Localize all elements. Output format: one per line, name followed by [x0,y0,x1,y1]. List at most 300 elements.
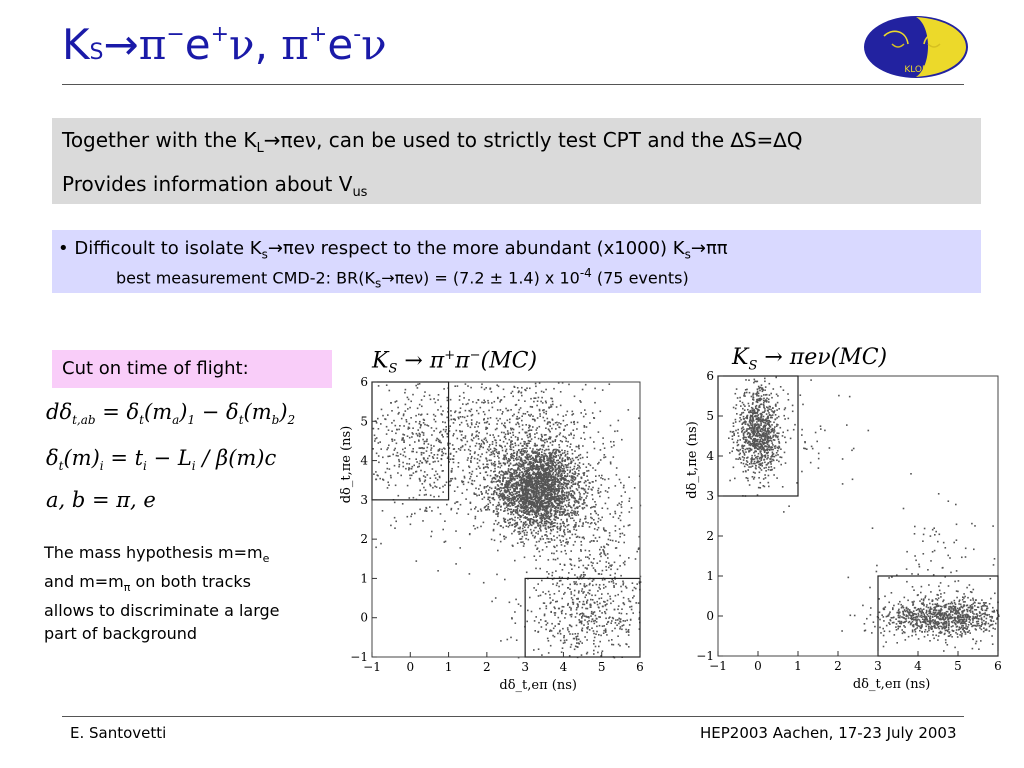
scatter-point [508,410,510,412]
scatter-point [488,423,490,425]
scatter-point [514,473,516,475]
scatter-point [631,507,633,509]
scatter-point [457,385,459,387]
scatter-point [557,531,559,533]
scatter-point [543,473,545,475]
scatter-point [555,601,557,603]
scatter-point [530,524,532,526]
scatter-point [417,387,419,389]
scatter-point [578,639,580,641]
scatter-point [513,479,515,481]
scatter-point [543,459,545,461]
scatter-point [582,445,584,447]
scatter-point [537,453,539,455]
scatter-point [536,548,538,550]
scatter-point [556,460,558,462]
scatter-point [494,453,496,455]
scatter-point [638,548,640,550]
scatter-point [415,415,417,417]
scatter-point [521,466,523,468]
scatter-point [379,478,381,480]
scatter-point [564,452,566,454]
scatter-point [554,625,556,627]
scatter-point [539,410,541,412]
scatter-point [543,417,545,419]
scatter-point [494,461,496,463]
scatter-point [550,398,552,400]
scatter-point [564,529,566,531]
x-tick-label: 2 [483,660,491,674]
scatter-point [589,554,591,556]
scatter-point [563,477,565,479]
scatter-point [446,504,448,506]
scatter-point [585,521,587,523]
scatter-point [592,562,594,564]
scatter-point [518,474,520,476]
scatter-point [469,453,471,455]
scatter-point [541,626,543,628]
scatter-point [611,581,613,583]
scatter-point [430,477,432,479]
scatter-point [565,425,567,427]
scatter-point [586,639,588,641]
scatter-point [500,409,502,411]
scatter-point [576,642,578,644]
scatter-point [602,478,604,480]
scatter-point [551,524,553,526]
scatter-point [537,497,539,499]
scatter-point [619,536,621,538]
scatter-point [584,426,586,428]
scatter-point [503,441,505,443]
scatter-point [461,440,463,442]
scatter-point [552,462,554,464]
scatter-point [475,445,477,447]
scatter-point [386,433,388,435]
scatter-point [455,478,457,480]
scatter-point [764,381,766,383]
scatter-point [560,466,562,468]
scatter-point [517,517,519,519]
scatter-point [603,625,605,627]
scatter-point [518,391,520,393]
scatter-point [490,502,492,504]
scatter-point [419,434,421,436]
scatter-point [398,413,400,415]
scatter-point [380,448,382,450]
scatter-point [583,493,585,495]
scatter-point [588,564,590,566]
scatter-point [581,590,583,592]
scatter-point [397,472,399,474]
scatter-point [525,474,527,476]
scatter-point [591,621,593,623]
scatter-point [554,481,556,483]
scatter-point [628,409,630,411]
scatter-point [554,465,556,467]
scatter-point [615,530,617,532]
scatter-point [494,456,496,458]
scatter-point [558,455,560,457]
scatter-point [487,464,489,466]
scatter-point [589,590,591,592]
scatter-point [569,446,571,448]
scatter-point [441,413,443,415]
scatter-point [520,452,522,454]
scatter-point [477,458,479,460]
scatter-point [623,542,625,544]
scatter-point [596,631,598,633]
scatter-point [457,486,459,488]
scatter-point [560,525,562,527]
scatter-point [618,420,620,422]
scatter-point [541,580,543,582]
scatter-point [729,452,731,454]
scatter-point [501,465,503,467]
scatter-point [518,462,520,464]
scatter-point [516,488,518,490]
scatter-point [559,540,561,542]
scatter-point [570,506,572,508]
scatter-point [409,407,411,409]
scatter-point [525,424,527,426]
scatter-point [544,513,546,515]
scatter-point [554,501,556,503]
scatter-point [429,455,431,457]
scatter-point [515,488,517,490]
scatter-point [583,601,585,603]
scatter-point [615,513,617,515]
scatter-point [428,425,430,427]
scatter-point [548,446,550,448]
scatter-point [483,400,485,402]
scatter-point [420,460,422,462]
scatter-point [624,534,626,536]
scatter-point [517,459,519,461]
scatter-point [495,520,497,522]
scatter-point [549,430,551,432]
scatter-point [578,643,580,645]
scatter-point [570,490,572,492]
scatter-point [435,471,437,473]
scatter-point [407,516,409,518]
scatter-point [529,477,531,479]
scatter-point [510,501,512,503]
scatter-point [501,447,503,449]
scatter-point [503,389,505,391]
scatter-point [536,461,538,463]
scatter-point [537,493,539,495]
scatter-point [621,608,623,610]
scatter-point [427,474,429,476]
scatter-point [551,457,553,459]
scatter-point [424,481,426,483]
scatter-point [522,489,524,491]
scatter-point [453,455,455,457]
scatter-point [532,448,534,450]
scatter-point [532,478,534,480]
scatter-point [746,416,748,418]
scatter-point [567,488,569,490]
scatter-point [539,415,541,417]
scatter-point [542,477,544,479]
scatter-point [589,422,591,424]
difficulty-bullet: • Difficoult to isolate $K_s\to\pi e\nu$ respect to the more abundant (x1000) $K_s\to\pi\pi$ [58,238,728,262]
scatter-point [505,438,507,440]
scatter-point [522,495,524,497]
scatter-point [483,522,485,524]
scatter-point [519,417,521,419]
scatter-point [546,535,548,537]
scatter-point [420,470,422,472]
scatter-point [439,487,441,489]
scatter-point [575,514,577,516]
scatter-point [608,478,610,480]
scatter-point [536,405,538,407]
scatter-point [530,414,532,416]
scatter-point [559,511,561,513]
scatter-point [514,442,516,444]
scatter-point [575,616,577,618]
scatter-point [420,447,422,449]
scatter-point [578,514,580,516]
scatter-point [569,481,571,483]
scatter-point [487,493,489,495]
scatter-point [618,623,620,625]
scatter-point [557,460,559,462]
scatter-point [537,631,539,633]
scatter-point [551,530,553,532]
scatter-point [392,454,394,456]
scatter-point [767,444,769,446]
scatter-point [544,453,546,455]
scatter-point [553,535,555,537]
scatter-point [539,497,541,499]
scatter-point [574,512,576,514]
scatter-point [440,431,442,433]
scatter-point [556,511,558,513]
scatter-point [589,629,591,631]
scatter-point [596,621,598,623]
scatter-point [521,464,523,466]
scatter-point [532,458,534,460]
scatter-point [471,480,473,482]
scatter-point [513,458,515,460]
scatter-point [512,545,514,547]
scatter-point [508,499,510,501]
scatter-point [577,457,579,459]
scatter-point [489,500,491,502]
scatter-point [470,509,472,511]
scatter-point [504,495,506,497]
scatter-point [562,569,564,571]
scatter-point [522,493,524,495]
scatter-point [600,635,602,637]
scatter-point [617,619,619,621]
scatter-point [504,436,506,438]
scatter-point [504,538,506,540]
scatter-point [583,503,585,505]
scatter-point [516,457,518,459]
scatter-point [506,525,508,527]
scatter-point [531,455,533,457]
scatter-point [507,430,509,432]
scatter-point [619,565,621,567]
scatter-point [489,460,491,462]
scatter-point [576,428,578,430]
scatter-point [499,481,501,483]
scatter-point [487,418,489,420]
scatter-point [507,432,509,434]
scatter-point [585,384,587,386]
scatter-point [398,429,400,431]
scatter-point [595,537,597,539]
scatter-point [543,444,545,446]
scatter-point [471,473,473,475]
scatter-point [609,383,611,385]
scatter-point [573,602,575,604]
scatter-point [551,476,553,478]
scatter-point [582,628,584,630]
scatter-point [523,460,525,462]
scatter-point [581,642,583,644]
scatter-point [744,453,746,455]
scatter-point [572,599,574,601]
scatter-point [561,508,563,510]
scatter-point [584,636,586,638]
scatter-point [527,477,529,479]
scatter-point [378,455,380,457]
scatter-point [550,404,552,406]
scatter-point [598,488,600,490]
scatter-point [387,447,389,449]
scatter-point [537,468,539,470]
scatter-point [539,522,541,524]
scatter-point [629,606,631,608]
scatter-point [539,499,541,501]
scatter-point [491,452,493,454]
scatter-point [517,422,519,424]
scatter-point [581,544,583,546]
scatter-point [601,612,603,614]
scatter-point [586,466,588,468]
scatter-point [405,410,407,412]
scatter-point [571,449,573,451]
scatter-point [457,438,459,440]
summary-line-2: Provides information about $V_{us}$ [62,172,368,200]
scatter-point [556,537,558,539]
scatter-point [497,455,499,457]
scatter-point [532,406,534,408]
scatter-point [595,469,597,471]
scatter-point [413,472,415,474]
scatter-point [428,443,430,445]
scatter-point [578,525,580,527]
scatter-point [548,591,550,593]
scatter-point [532,482,534,484]
scatter-point [541,451,543,453]
scatter-point [578,619,580,621]
scatter-point [515,436,517,438]
scatter-point [590,513,592,515]
scatter-point [481,402,483,404]
scatter-point [514,452,516,454]
scatter-point [535,589,537,591]
scatter-point [540,439,542,441]
scatter-point [510,432,512,434]
scatter-point [423,419,425,421]
scatter-point [624,620,626,622]
scatter-point [391,410,393,412]
scatter-point [575,636,577,638]
scatter-point [580,549,582,551]
scatter-point [494,468,496,470]
scatter-point [546,506,548,508]
scatter-point [584,574,586,576]
scatter-point [509,422,511,424]
scatter-point [556,490,558,492]
scatter-point [378,385,380,387]
scatter-point [433,457,435,459]
scatter-point [606,561,608,563]
scatter-point [474,453,476,455]
scatter-point [419,490,421,492]
scatter-point [550,533,552,535]
scatter-point [535,462,537,464]
scatter-point [527,610,529,612]
scatter-point [585,480,587,482]
scatter-point [535,386,537,388]
scatter-point [572,473,574,475]
scatter-point [500,400,502,402]
scatter-point [558,489,560,491]
scatter-point [552,488,554,490]
scatter-point [566,483,568,485]
scatter-point [579,560,581,562]
scatter-point [563,593,565,595]
scatter-point [508,480,510,482]
scatter-point [617,594,619,596]
scatter-point [453,433,455,435]
scatter-point [433,419,435,421]
scatter-point [533,587,535,589]
scatter-point [567,510,569,512]
scatter-point [422,462,424,464]
scatter-point [610,441,612,443]
scatter-point [373,428,375,430]
scatter-point [567,473,569,475]
scatter-point [534,487,536,489]
scatter-point [520,476,522,478]
scatter-point [541,481,543,483]
scatter-point [536,455,538,457]
scatter-point [561,613,563,615]
scatter-point [582,507,584,509]
scatter-point [555,452,557,454]
scatter-point [491,464,493,466]
scatter-point [486,466,488,468]
scatter-point [436,440,438,442]
scatter-point [394,448,396,450]
scatter-point [511,525,513,527]
scatter-point [519,484,521,486]
scatter-point [567,525,569,527]
scatter-point [553,461,555,463]
scatter-point [511,504,513,506]
scatter-point [586,426,588,428]
scatter-point [523,502,525,504]
scatter-point [538,541,540,543]
